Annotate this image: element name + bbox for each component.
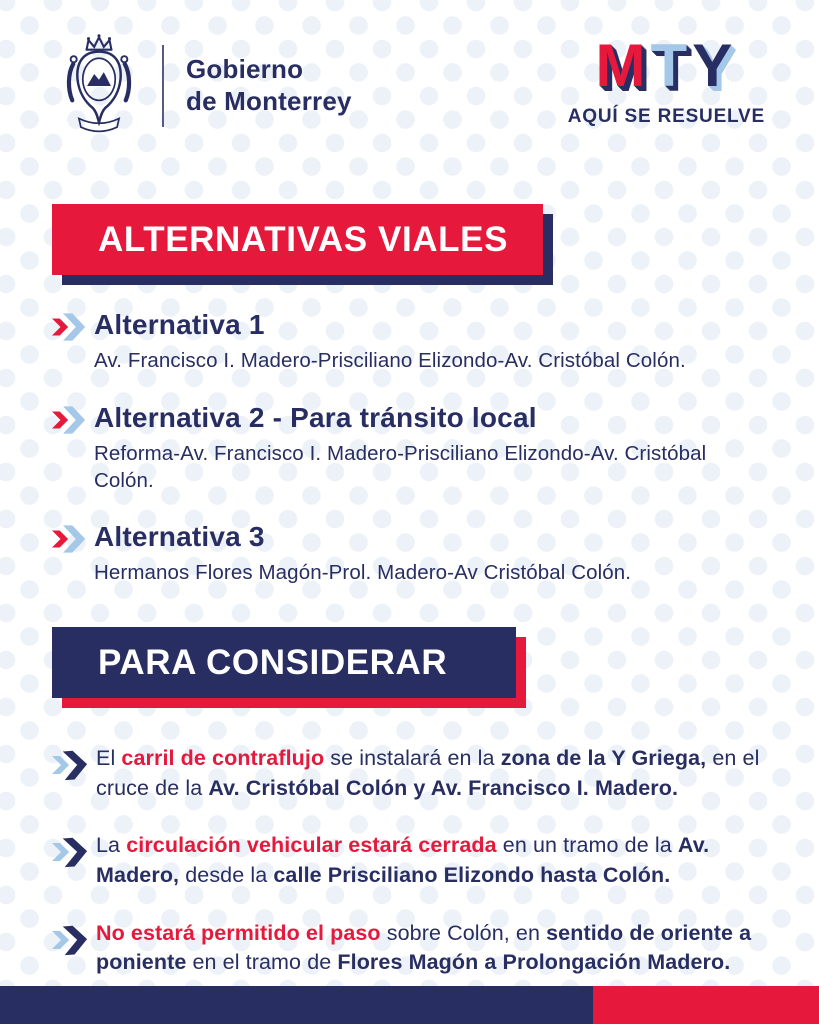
note-text-segment: en el tramo de bbox=[186, 950, 338, 975]
mty-letter-t: T bbox=[650, 32, 693, 99]
consideracion-text bbox=[96, 831, 767, 890]
section-banner-para-considerar bbox=[52, 627, 516, 698]
note-text-segment: El bbox=[96, 746, 122, 771]
alternativa-item-2 bbox=[52, 402, 767, 494]
note-text-segment: Av. Madero, bbox=[96, 833, 710, 888]
consideracion-text bbox=[96, 744, 767, 803]
double-chevron-icon bbox=[52, 831, 96, 890]
alternativa-content bbox=[94, 521, 631, 587]
note-text-segment: carril de contraflujo bbox=[121, 746, 325, 771]
alternativa-description: Hermanos Flores Magón-Prol. Madero-Av Cristóbal Colón. bbox=[94, 561, 632, 585]
note-text-segment: Flores Magón a Prolongación Madero. bbox=[337, 950, 731, 975]
note-text-segment: Av. Cristóbal Colón y Av. Francisco I. Madero. bbox=[208, 775, 679, 800]
note-text-segment: No estará permitido el paso bbox=[96, 920, 381, 945]
consideracion-item-1 bbox=[52, 744, 767, 803]
government-name bbox=[186, 54, 352, 117]
alternativa-content bbox=[94, 309, 686, 375]
mty-logo bbox=[567, 32, 765, 128]
note-text-segment: sobre Colón, en bbox=[380, 920, 547, 945]
mty-letter-y: Y bbox=[692, 32, 738, 99]
consideraciones-list bbox=[52, 744, 767, 978]
alternativa-description: Av. Francisco I. Madero-Prisciliano Elizondo-Av. Cristóbal Colón. bbox=[94, 349, 686, 373]
alternativas-list bbox=[52, 309, 767, 587]
header bbox=[0, 0, 819, 142]
government-name-line1: Gobierno bbox=[186, 54, 304, 85]
note-text-segment: desde la bbox=[179, 863, 274, 888]
note-text-segment: en un tramo de la bbox=[496, 833, 678, 858]
content bbox=[0, 204, 819, 978]
mty-tagline: AQUÍ SE RESUELVE bbox=[567, 106, 765, 127]
section-title-alternativas: ALTERNATIVAS VIALES bbox=[98, 219, 509, 259]
consideracion-item-3 bbox=[52, 919, 767, 978]
government-name-line2: de Monterrey bbox=[186, 86, 352, 116]
note-text-segment: La bbox=[96, 833, 127, 858]
double-chevron-icon bbox=[52, 919, 96, 978]
footer bbox=[0, 986, 819, 1024]
consideracion-item-2 bbox=[52, 831, 767, 890]
mty-letter-m: M bbox=[595, 32, 651, 99]
alternativa-content bbox=[94, 402, 767, 494]
monterrey-coat-of-arms-icon bbox=[56, 30, 142, 142]
double-chevron-icon bbox=[52, 309, 94, 375]
section-title-considerar: PARA CONSIDERAR bbox=[98, 642, 448, 682]
double-chevron-icon bbox=[52, 402, 94, 494]
note-text-segment: zona de la Y Griega, bbox=[500, 746, 707, 771]
footer-red-bar bbox=[593, 986, 819, 1024]
section-banner-alternativas-viales bbox=[52, 204, 543, 275]
alternativa-heading: Alternativa 2 - Para tránsito local bbox=[94, 401, 537, 433]
government-logo bbox=[56, 30, 352, 142]
note-text-segment: en el cruce de la bbox=[96, 746, 760, 800]
mty-letters bbox=[595, 32, 738, 99]
double-chevron-icon bbox=[52, 521, 94, 587]
alternativa-heading: Alternativa 1 bbox=[94, 309, 265, 340]
note-text-segment: sentido de oriente a poniente bbox=[96, 920, 752, 975]
note-text-segment: se instalará en la bbox=[324, 746, 501, 771]
note-text-segment: circulación vehicular estará cerrada bbox=[126, 833, 497, 858]
alternativa-item-3 bbox=[52, 521, 767, 587]
note-text-segment: calle Prisciliano Elizondo hasta Colón. bbox=[273, 863, 671, 888]
logo-divider bbox=[162, 45, 164, 127]
footer-navy-bar bbox=[0, 986, 593, 1024]
alternativa-item-1 bbox=[52, 309, 767, 375]
alternativa-description: Reforma-Av. Francisco I. Madero-Prisciliano Elizondo-Av. Cristóbal Colón. bbox=[94, 442, 707, 492]
alternativa-heading: Alternativa 3 bbox=[94, 521, 265, 553]
double-chevron-icon bbox=[52, 744, 96, 803]
consideracion-text bbox=[96, 919, 767, 978]
